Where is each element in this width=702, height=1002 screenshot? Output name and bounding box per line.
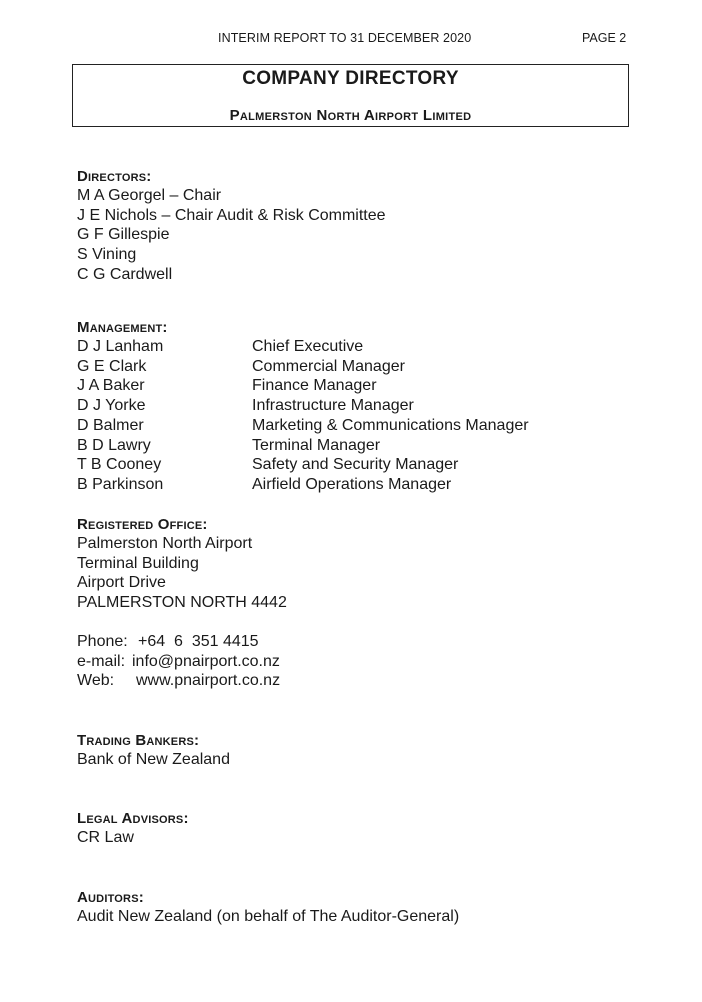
manager-role: Safety and Security Manager (252, 456, 459, 474)
management-section (77, 318, 529, 495)
legal-advisors-value: CR Law (77, 829, 134, 846)
manager-role: Marketing & Communications Manager (252, 416, 529, 434)
manager-role: Finance Manager (252, 377, 377, 395)
director-item: G F Gillespie (77, 226, 170, 244)
manager-name: D J Yorke (77, 397, 146, 415)
director-item: S Vining (77, 246, 137, 264)
management-heading: Management: (77, 319, 168, 336)
address-line: Airport Drive (77, 574, 166, 592)
director-item: C G Cardwell (77, 265, 173, 283)
manager-role: Airfield Operations Manager (252, 475, 452, 493)
manager-name: B Parkinson (77, 475, 164, 493)
management-row (77, 357, 529, 377)
address-line: PALMERSTON NORTH 4442 (77, 594, 287, 612)
email-label: e-mail: (77, 652, 126, 670)
director-item: M A Georgel – Chair (77, 187, 222, 204)
manager-role: Chief Executive (252, 338, 364, 355)
management-row (77, 376, 529, 396)
trading-bankers-value: Bank of New Zealand (77, 751, 230, 768)
phone-value: +64 6 351 4415 (138, 633, 259, 650)
manager-name: D J Lanham (77, 338, 164, 355)
auditors-heading: Auditors: (77, 889, 144, 906)
email-row (77, 652, 280, 672)
directors-heading: Directors: (77, 168, 152, 185)
manager-name: D Balmer (77, 416, 144, 434)
address-line: Palmerston North Airport (77, 535, 253, 552)
management-row (77, 416, 529, 436)
manager-name: T B Cooney (77, 456, 162, 474)
registered-office-section (77, 515, 287, 613)
company-name: Palmerston North Airport Limited (229, 107, 472, 124)
web-label: Web: (77, 672, 115, 690)
manager-role: Terminal Manager (252, 436, 381, 454)
manager-name: J A Baker (77, 377, 145, 395)
contact-section (77, 632, 280, 691)
auditors-value: Audit New Zealand (on behalf of The Auditor-General) (77, 908, 460, 925)
management-row (77, 475, 529, 495)
management-row (77, 455, 529, 475)
manager-role: Commercial Manager (252, 357, 405, 375)
web-value: www.pnairport.co.nz (136, 672, 281, 690)
manager-name: B D Lawry (77, 436, 151, 454)
page-number: PAGE 2 (582, 31, 627, 45)
trading-bankers-section (77, 731, 230, 770)
directors-section (77, 167, 386, 285)
legal-advisors-heading: Legal Advisors: (77, 810, 189, 827)
director-item: J E Nichols – Chair Audit & Risk Committee (77, 206, 386, 224)
manager-role: Infrastructure Manager (252, 397, 414, 415)
report-title: INTERIM REPORT TO 31 DECEMBER 2020 (218, 31, 472, 45)
management-row (77, 436, 529, 456)
legal-advisors-section (77, 809, 189, 848)
web-row (77, 671, 280, 691)
address-line: Terminal Building (77, 554, 199, 572)
management-row (77, 396, 529, 416)
management-row (77, 337, 529, 357)
registered-office-heading: Registered Office: (77, 516, 208, 533)
phone-label: Phone: (77, 633, 128, 650)
phone-row (77, 632, 280, 652)
manager-name: G E Clark (77, 357, 147, 375)
trading-bankers-heading: Trading Bankers: (77, 732, 200, 749)
auditors-section (77, 888, 459, 927)
title-box (72, 64, 629, 127)
email-value: info@pnairport.co.nz (132, 652, 280, 670)
page-title: COMPANY DIRECTORY (242, 68, 459, 89)
